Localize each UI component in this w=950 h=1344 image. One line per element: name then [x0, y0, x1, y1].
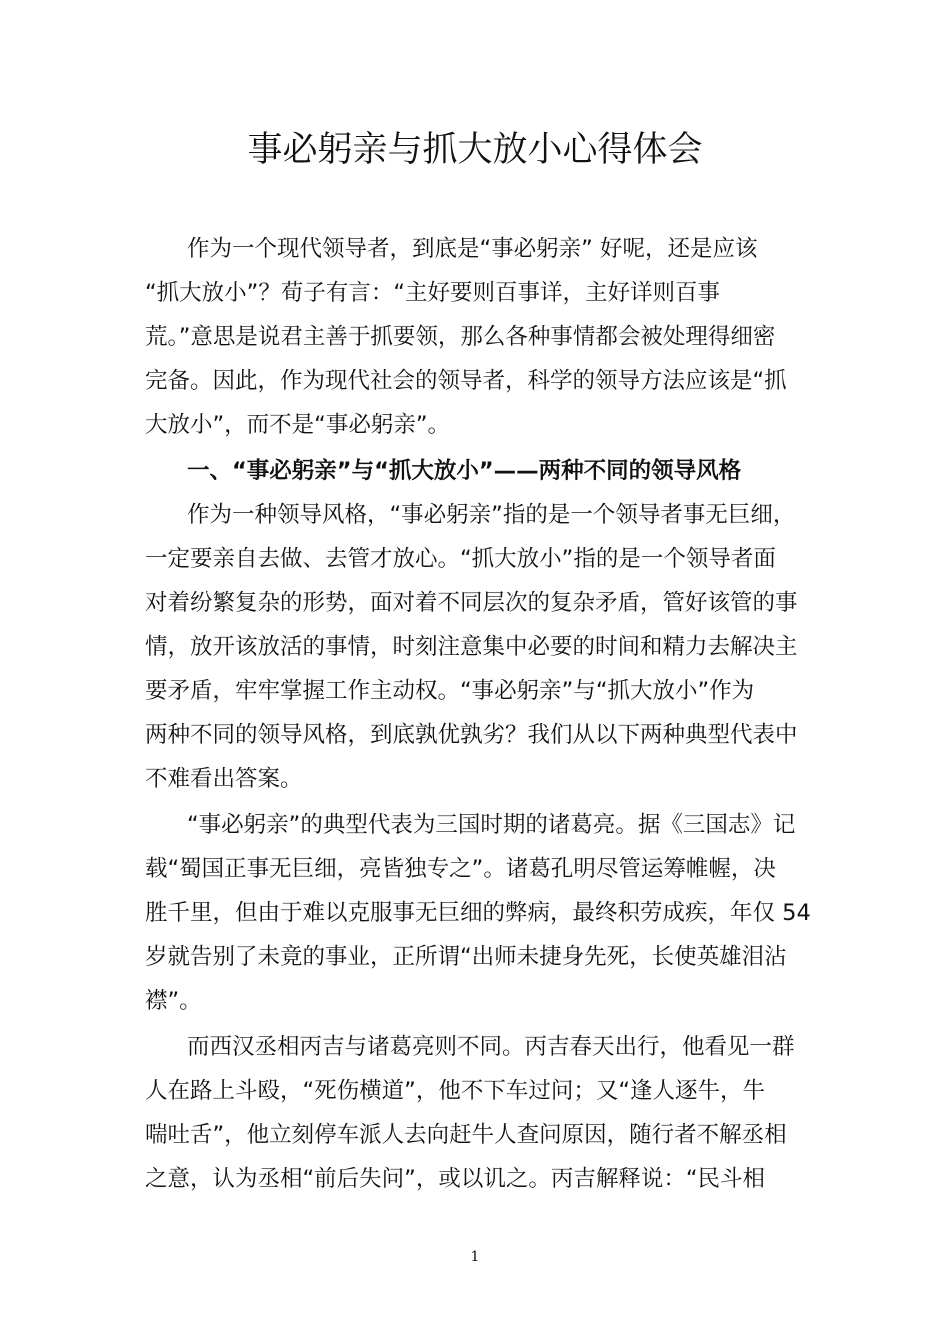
text-line: “抓大放小”？荀子有言：“主好要则百事详，主好详则百事	[145, 280, 720, 306]
text-line: 对着纷繁复杂的形势，面对着不同层次的复杂矛盾，管好该管的事	[145, 590, 798, 616]
text-line: 大放小”，而不是“事必躬亲”。	[145, 412, 450, 438]
text-line: 襟”。	[145, 988, 202, 1014]
text-line: 不难看出答案。	[145, 766, 303, 792]
text-line: 两种不同的领导风格，到底孰优孰劣？我们从以下两种典型代表中	[145, 722, 798, 748]
text-line: 作为一个现代领导者，到底是“事必躬亲” 好呢，还是应该	[187, 236, 758, 262]
text-line: 胜千里，但由于难以克服事无巨细的弊病，最终积劳成疾，年仅 54	[145, 900, 811, 926]
text-line: 之意，认为丞相“前后失问”，或以讥之。丙吉解释说：“民斗相	[145, 1166, 765, 1192]
text-line: 作为一种领导风格，“事必躬亲”指的是一个领导者事无巨细，	[187, 502, 796, 528]
page-number: 1	[470, 1249, 480, 1265]
section-heading: 一、“事必躬亲”与“抓大放小”——两种不同的领导风格	[187, 458, 742, 484]
text-line: “事必躬亲”的典型代表为三国时期的诸葛亮。据《三国志》记	[187, 812, 796, 838]
text-line: 人在路上斗殴，“死伤横道”，他不下车过问；又“逢人逐牛，牛	[145, 1078, 765, 1104]
text-line: 完备。因此，作为现代社会的领导者，科学的领导方法应该是“抓	[145, 368, 787, 394]
text-line: 荒。”意思是说君主善于抓要领，那么各种事情都会被处理得细密	[145, 324, 776, 350]
text-line: 岁就告别了未竟的事业，正所谓“出师未捷身先死，长使英雄泪沾	[145, 944, 787, 970]
text-line: 要矛盾，牢牢掌握工作主动权。“事必躬亲”与“抓大放小”作为	[145, 678, 755, 704]
text-line: 载“蜀国正事无巨细，亮皆独专之”。诸葛孔明尽管运筹帷幄，决	[145, 856, 776, 882]
text-line: 一定要亲自去做、去管才放心。“抓大放小”指的是一个领导者面	[145, 546, 776, 572]
page-title: 事必躬亲与抓大放小心得体会	[247, 130, 703, 170]
text-line: 而西汉丞相丙吉与诸葛亮则不同。丙吉春天出行，他看见一群	[187, 1034, 795, 1060]
text-line: 情，放开该放活的事情，时刻注意集中必要的时间和精力去解决主	[145, 634, 798, 660]
text-line: 喘吐舌”，他立刻停车派人去向赶牛人查问原因，随行者不解丞相	[145, 1122, 787, 1148]
